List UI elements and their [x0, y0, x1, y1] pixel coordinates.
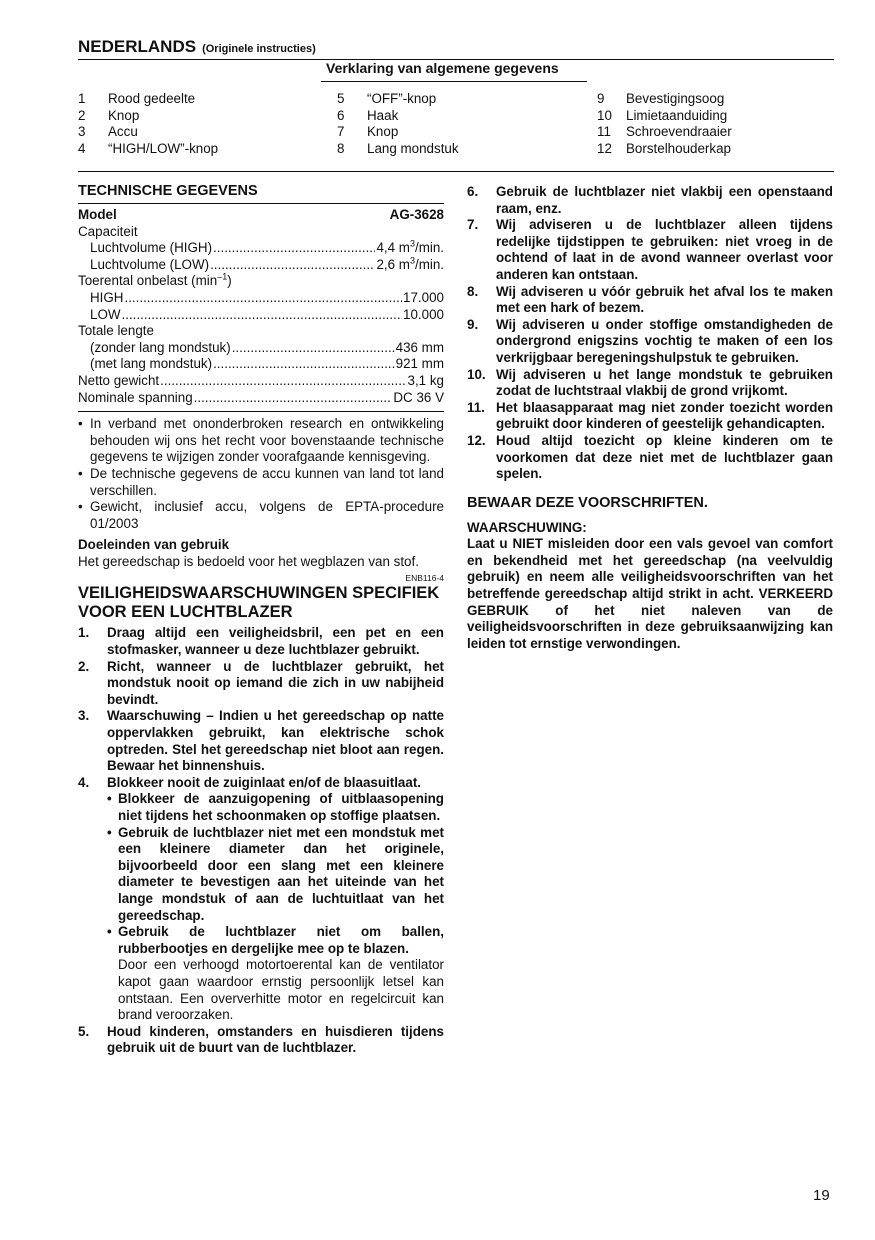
right-column — [467, 184, 833, 652]
save-title: BEWAAR DEZE VOORSCHRIFTEN. — [467, 494, 708, 511]
specs-bottom-rule — [78, 406, 444, 412]
key-item: 11 Schroevendraaier — [597, 124, 732, 140]
key-bottom-rule — [78, 171, 834, 172]
spec-weight-row: Netto gewicht ..... 3,1 kg — [78, 373, 444, 390]
safety-item: 11. Het blaasapparaat mag niet zonder toezicht worden gebruikt door kinderen of geestelijk gehandicapten. — [467, 399, 833, 432]
specs-title: TECHNISCHE GEGEVENS — [78, 183, 258, 199]
key-item: 4 “HIGH/LOW”-knop — [78, 140, 219, 156]
spec-len-with-row: (met lang mondstuk) ..... 921 mm — [78, 356, 444, 373]
safety-item: 1. Draag altijd een veiligheidsbril, een pet en een stofmasker, wanneer u deze luchtblazer gebruikt. — [78, 625, 444, 658]
key-item: 12 Borstelhouderkap — [597, 140, 731, 156]
key-title-underline — [321, 81, 587, 82]
key-item: 3 Accu — [78, 124, 138, 140]
spec-voltage-row: Nominale spanning ..... DC 36 V — [78, 390, 444, 407]
spec-capacity-label: Capaciteit — [78, 223, 138, 239]
page-number: 19 — [813, 1187, 830, 1204]
note-item: • De technische gegevens de accu kunnen van land tot land verschillen. — [78, 465, 444, 498]
safety-item: 2. Richt, wanneer u de luchtblazer gebruikt, het mondstuk nooit op iemand die zich in uw nabijheid bevindt. — [78, 658, 444, 707]
sub-item: • Blokkeer de aanzuigopening of uitblaasopening niet tijdens het schoonmaken op stoffige plaatsen. — [107, 791, 444, 823]
key-item: 7 Knop — [337, 124, 399, 140]
key-item: 1 Rood gedeelte — [78, 91, 196, 106]
note-item: • Gewicht, inclusief accu, volgens de EPTA-procedure 01/2003 — [78, 499, 444, 531]
sub-item: • Gebruik de luchtblazer niet met een mondstuk met een kleinere diameter dan het originele, bijvoorbeeld door een slang met een kleinere diameter te bevestigen aan het uiteinde van het lange mondstuk of aan de luchtuitlaat van het gereedschap. — [107, 824, 444, 923]
key-column-3 — [597, 91, 732, 157]
purpose-title: Doeleinden van gebruik — [78, 537, 230, 553]
left-column — [78, 183, 444, 1057]
key-item: 8 Lang mondstuk — [337, 140, 459, 156]
key-item: 9 Bevestigingsoog — [597, 91, 725, 106]
spec-speed-label: Toerental onbelast $(\min^{-1})$ — [78, 271, 232, 289]
key-item: 2 Knop — [78, 107, 140, 123]
safety-item: 3. Waarschuwing – Indien u het gereedschap op natte oppervlakken gebruikt, kan elektrische schok optreden. Stel het gereedschap niet bloot aan regen. Bewaar het binnenshuis. — [78, 708, 444, 774]
sub-item: • Gebruik de luchtblazer niet om ballen, rubberbootjes en dergelijke mee op te blazen. — [107, 924, 444, 956]
key-item: 6 Haak — [337, 107, 399, 123]
key-title: Verklaring van algemene gegevens — [326, 60, 559, 76]
spec-model-row: Model AG-3628 — [78, 207, 444, 222]
purpose-code: ENB116-4 — [405, 573, 444, 584]
language-subtitle: (Originele instructies) — [202, 43, 316, 55]
safety-item: 9. Wij adviseren u onder stoffige omstandigheden de ondergrond enigszins vochtig te maken of een los verkrijgbaar beregeningshulpstuk te gebruiken. — [467, 316, 833, 365]
safety-item: 6. Gebruik de luchtblazer niet vlakbij een openstaand raam, enz. — [467, 184, 833, 216]
safety-item: 5. Houd kinderen, omstanders en huisdieren tijdens gebruik uit de buurt van de luchtblazer. — [78, 1023, 444, 1056]
safety-item: 4. Blokkeer nooit de zuiginlaat en/of de blaasuitlaat. — [78, 774, 421, 790]
safety-item: 12. Houd altijd toezicht op kleine kinderen om te voorkomen dat deze niet met de luchtblazer gaan spelen. — [467, 432, 833, 482]
specs-title-rule — [78, 203, 444, 204]
key-column-1 — [78, 91, 218, 157]
language-title: NEDERLANDS — [78, 37, 197, 56]
spec-low-row: LOW ..... 10.000 — [78, 307, 444, 324]
warning-label: WAARSCHUWING: — [467, 519, 587, 535]
purpose-text: Het gereedschap is bedoeld voor het wegblazen van stof. — [78, 553, 419, 569]
spec-len-without-row: (zonder lang mondstuk) ..... 436 mm — [78, 340, 444, 357]
spec-high-row: HIGH ..... 17.000 — [78, 290, 444, 307]
safety-item: 10. Wij adviseren u het lange mondstuk te gebruiken zodat de luchtstraal vlakbij de grond vrijkomt. — [467, 366, 833, 399]
page-language-heading — [78, 37, 316, 59]
sub-item-note: Door een verhoogd motortoerental kan de ventilator kapot gaan waardoor ernstig persoonlijk letsel kan ontstaan. Een oververhitte motor en regelcircuit kan brand veroorzaken. — [118, 957, 444, 1023]
safety-title: VEILIGHEIDSWAARSCHUWINGEN SPECIFIEK VOOR EEN LUCHTBLAZER — [78, 584, 440, 622]
spec-length-label: Totale lengte — [78, 323, 154, 339]
spec-air-low-row: Luchtvolume (LOW) ..... 2,6 $m^3/\min$. — [78, 257, 444, 274]
key-item: 5 “OFF”-knop — [337, 91, 437, 106]
key-column-2 — [337, 91, 459, 157]
safety-item-4-sublist — [78, 791, 444, 1023]
warning-text: Laat u NIET misleiden door een vals gevoel van comfort en bekendheid met het gereedschap (na veelvuldig gebruik) en neem alle veiligheidsvoorschriften van het betreffende gereedschap altijd strikt in acht. VERKEERD GEBRUIK of het niet naleven van de veiligheidsvoorschriften in deze gebruiksaanwijzing kan leiden tot ernstige verwondingen. — [467, 536, 833, 651]
note-item: • In verband met ononderbroken research en ontwikkeling behouden wij ons het recht voor bovenstaande technische gegevens te wijzigen zonder voorafgaande kennisgeving. — [78, 416, 444, 465]
safety-item: 8. Wij adviseren u vóór gebruik het afval los te maken met een hark of bezem. — [467, 283, 833, 316]
safety-item: 7. Wij adviseren u de luchtblazer alleen tijdens redelijke tijdstippen te gebruiken: niet vroeg in de ochtend of laat in de avond wanneer overlast voor anderen kan ontstaan. — [467, 217, 833, 282]
key-item: 10 Limietaanduiding — [597, 107, 728, 123]
spec-air-high-row: Luchtvolume (HIGH) ..... 4,4 $m^3/\min$. — [78, 240, 444, 257]
